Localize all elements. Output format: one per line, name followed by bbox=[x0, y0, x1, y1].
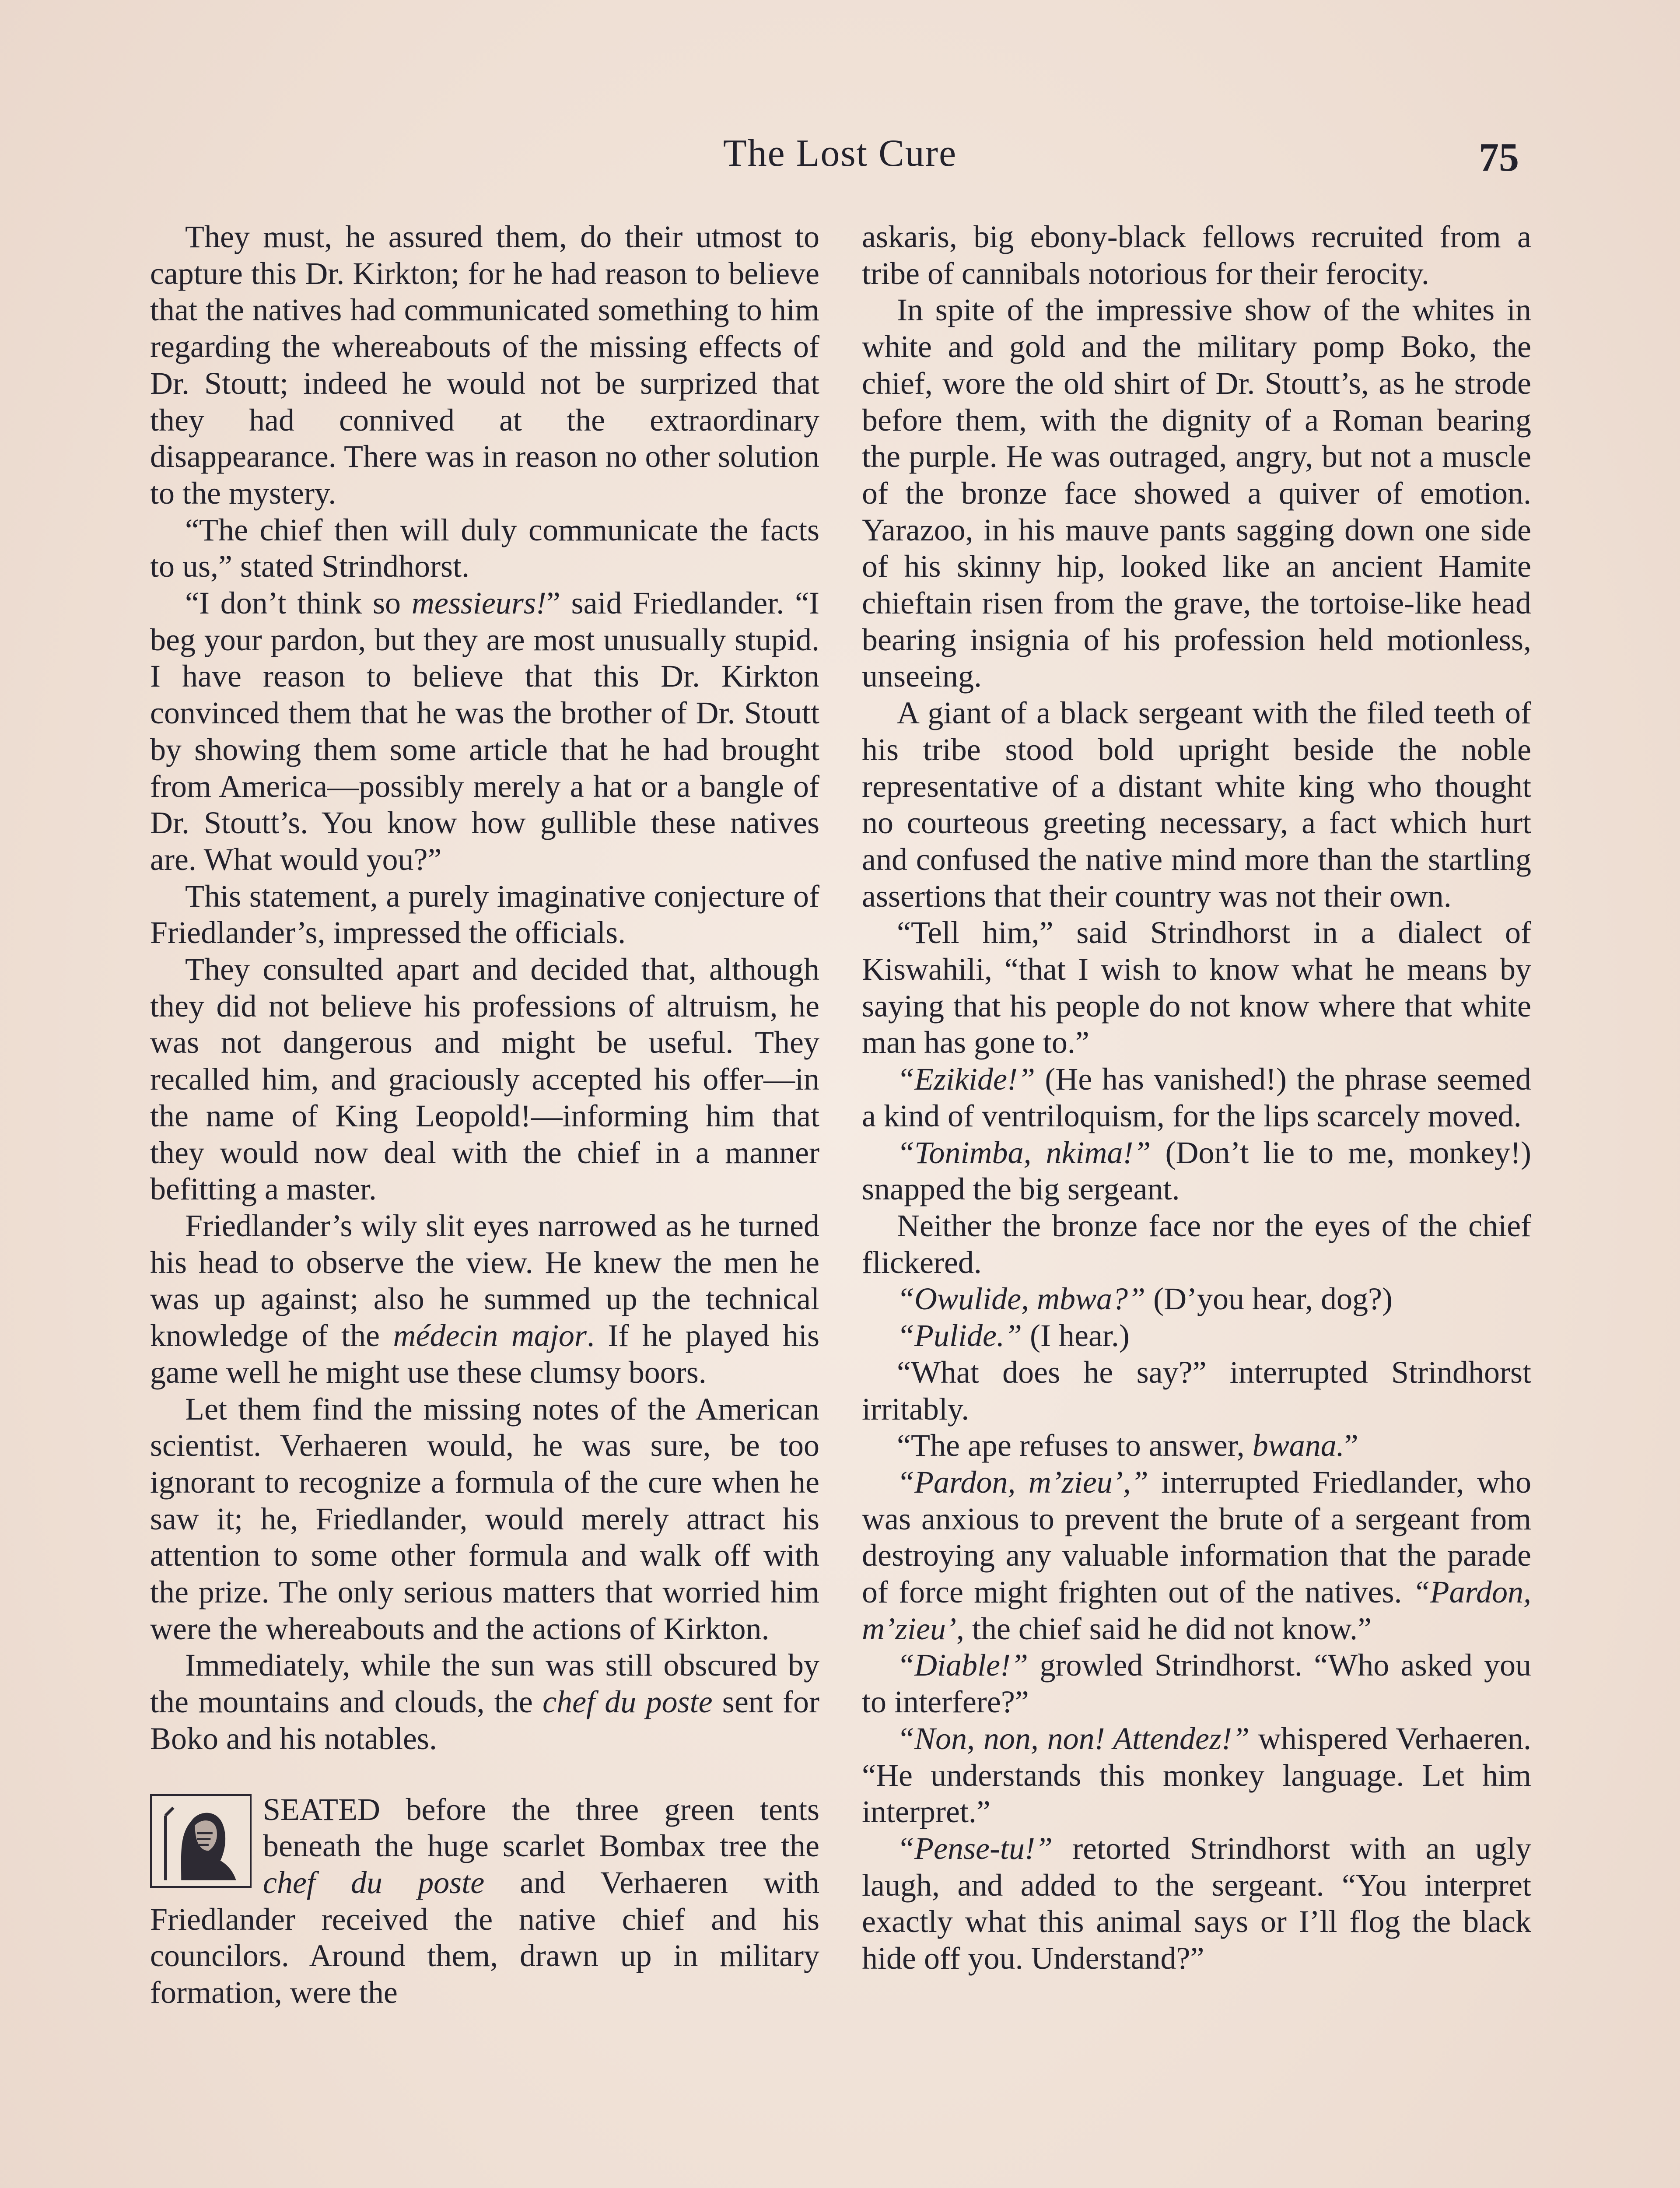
paragraph: “Pardon, m’zieu’,” interrupted Friedlander, who was anxious to prevent the brute of a sergeant from destroying any valuable information that the parade of force might frighten out of the natives. “Pardon, m’zieu’, the chief said he did not know.” bbox=[862, 1464, 1531, 1646]
paragraph: “Tell him,” said Strindhorst in a dialect of Kiswahili, “that I wish to know what he means by saying that his people do not know where that white man has gone to.” bbox=[862, 915, 1531, 1060]
drop-cap-figure-icon bbox=[150, 1794, 252, 1888]
paragraph: “The ape refuses to answer, bwana.” bbox=[897, 1428, 1358, 1463]
page-number: 75 bbox=[1479, 135, 1519, 179]
right-column bbox=[862, 219, 1531, 1977]
paragraph: “Pense-tu!” retorted Strindhorst with an ugly laugh, and added to the sergeant. “You interpret exactly what this animal says or I’ll flog the black hide off you. Understand?” bbox=[862, 1830, 1531, 1976]
paragraph: “Tonimba, nkima!” (Don’t lie to me, monkey!) snapped the big sergeant. bbox=[862, 1135, 1532, 1207]
paragraph: Let them find the missing notes of the American scientist. Verhaeren would, he was sure, be too ignorant to recognize a formula of the cure when he saw it; he, Friedlander, would merely attract his attention to some other formula and walk off with the prize. The only serious matters that worried him were the whereabouts and the actions of Kirkton. bbox=[150, 1391, 819, 1646]
paragraph: In spite of the impressive show of the whites in white and gold and the military pomp Boko, the chief, wore the old shirt of Dr. Stoutt’s, as he strode before them, with the dignity of a Roman bearing the purple. He was outraged, angry, but not a muscle of the bronze face showed a quiver of emotion. Yarazoo, in his mauve pants sagging down one side of his skinny hip, looked like an ancient Hamite chieftain risen from the grave, the tortoise-like head bearing insignia of his profession held motionless, unseeing. bbox=[862, 292, 1531, 694]
paragraph: askaris, big ebony-black fellows recruited from a tribe of cannibals notorious for their ferocity. bbox=[862, 219, 1531, 291]
running-header-title: The Lost Cure bbox=[723, 132, 957, 175]
paragraph: Immediately, while the sun was still obscured by the mountains and clouds, the chef du poste sent for Boko and his notables. bbox=[150, 1648, 819, 1756]
paragraph: “Ezikide!” (He has vanished!) the phrase seemed a kind of ventriloquism, for the lips scarcely moved. bbox=[862, 1062, 1531, 1133]
left-column bbox=[150, 219, 819, 2011]
paragraph: “Owulide, mbwa?” (D’you hear, dog?) bbox=[897, 1281, 1393, 1317]
paragraph: This statement, a purely imaginative conjecture of Friedlander’s, impressed the officials. bbox=[150, 878, 819, 950]
section-opening-paragraph: SEATED before the three green tents beneath the huge scarlet Bombax tree the chef du poste and Verhaeren with Friedlander received the native chief and his councilors. Around them, drawn up in military formation, were the bbox=[150, 1792, 819, 2010]
paragraph: Friedlander’s wily slit eyes narrowed as he turned his head to observe the view. He knew the men he was up against; also he summed up the technical knowledge of the médecin major. If he played his game well he might use these clumsy boors. bbox=[150, 1208, 819, 1390]
paragraph: A giant of a black sergeant with the filed teeth of his tribe stood bold upright beside the noble representative of a distant white king who thought no courteous greeting necessary, a fact which hurt and confused the native mind more than the startling assertions that their country was not their own. bbox=[862, 695, 1531, 914]
paragraph: “Diable!” growled Strindhorst. “Who asked you to interfere?” bbox=[862, 1648, 1531, 1720]
paragraph: They consulted apart and decided that, although they did not believe his professions of altruism, he was not dangerous and might be useful. They recalled him, and graciously accepted his offer—in the name of King Leopold!—informing him that they would now deal with the chief in a manner befitting a master. bbox=[150, 952, 819, 1207]
paragraph: They must, he assured them, do their utmost to capture this Dr. Kirkton; for he had reason to believe that the natives had communicated something to him regarding the whereabouts of the missing effects of Dr. Stoutt; indeed he would not be surprized that they had connived at the extraordinary disappearance. There was in reason no other solution to the mystery. bbox=[150, 219, 819, 511]
paragraph: “I don’t think so messieurs!” said Friedlander. “I beg your pardon, but they are most unusually stupid. I have reason to believe that this Dr. Kirkton convinced them that he was the brother of Dr. Stoutt by showing them some article that he had brought from America—possibly merely a hat or a bangle of Dr. Stoutt’s. You know how gullible these natives are. What would you?” bbox=[150, 586, 820, 877]
paragraph: Neither the bronze face nor the eyes of the chief flickered. bbox=[862, 1208, 1531, 1280]
paragraph: “Non, non, non! Attendez!” whispered Verhaeren. “He understands this monkey language. Let him interpret.” bbox=[862, 1721, 1531, 1830]
paragraph: “What does he say?” interrupted Strindhorst irritably. bbox=[862, 1354, 1531, 1427]
paragraph: “The chief then will duly communicate the facts to us,” stated Strindhorst. bbox=[150, 512, 819, 584]
paragraph: “Pulide.” (I hear.) bbox=[897, 1318, 1130, 1353]
